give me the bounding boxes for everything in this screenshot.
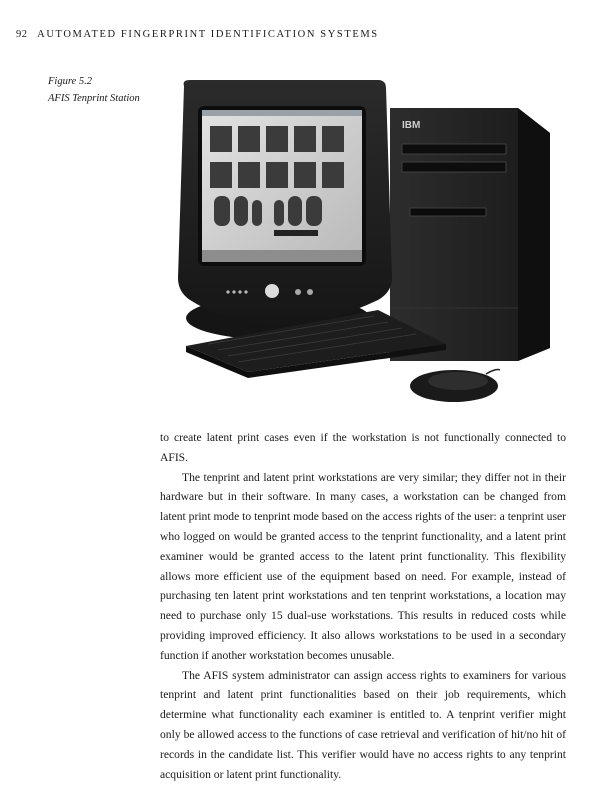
paragraph-2: The tenprint and latent print workstations are very similar; they differ not in their hardware but in their software. In many cases, a workstation can be changed from latent print mode to tenprint mode based on the access rights of the user: a tenprint user who logged on would be granted access to the tenprint functionality, and a latent print examiner would be granted access to the latent print functionality. This flexibility allows more efficient use of the equipment based on need. For example, instead of purchasing ten latent print workstations and ten tenprint workstations, a location may need to purchase only 15 dual-use workstations. This results in reduced costs while providing improved efficiency. It also allows workstations to be used in a secondary function if another workstation becomes unusable. — [160, 470, 566, 662]
running-header — [16, 29, 596, 40]
workstation-illustration — [178, 78, 558, 413]
running-title: AUTOMATED FINGERPRINT IDENTIFICATION SYSTEMS — [37, 29, 379, 40]
body-text — [160, 428, 566, 784]
page-number: 92 — [16, 29, 28, 40]
paragraph-1: to create latent print cases even if the workstation is not functionally connected to AFIS. — [160, 431, 566, 464]
figure-title: AFIS Tenprint Station — [48, 93, 140, 104]
crt-monitor — [178, 80, 392, 340]
figure-caption — [48, 73, 178, 107]
tower-computer — [390, 108, 550, 361]
figure-number: Figure 5.2 — [48, 76, 92, 87]
ibm-logo: IBM — [402, 120, 421, 131]
mouse — [410, 370, 500, 403]
paragraph-3: The AFIS system administrator can assign access rights to examiners for various tenprint and latent print functionalities based on their job requirements, which determine what functionality each examiner is entitled to. A tenprint verifier might only be allowed access to the functions of case retrieval and verification of hit/no hit of records in the candidate list. This verifier would have no access rights to any tenprint acquisition or latent print functionality. — [160, 668, 566, 781]
figure-workstation-photo — [178, 78, 558, 413]
